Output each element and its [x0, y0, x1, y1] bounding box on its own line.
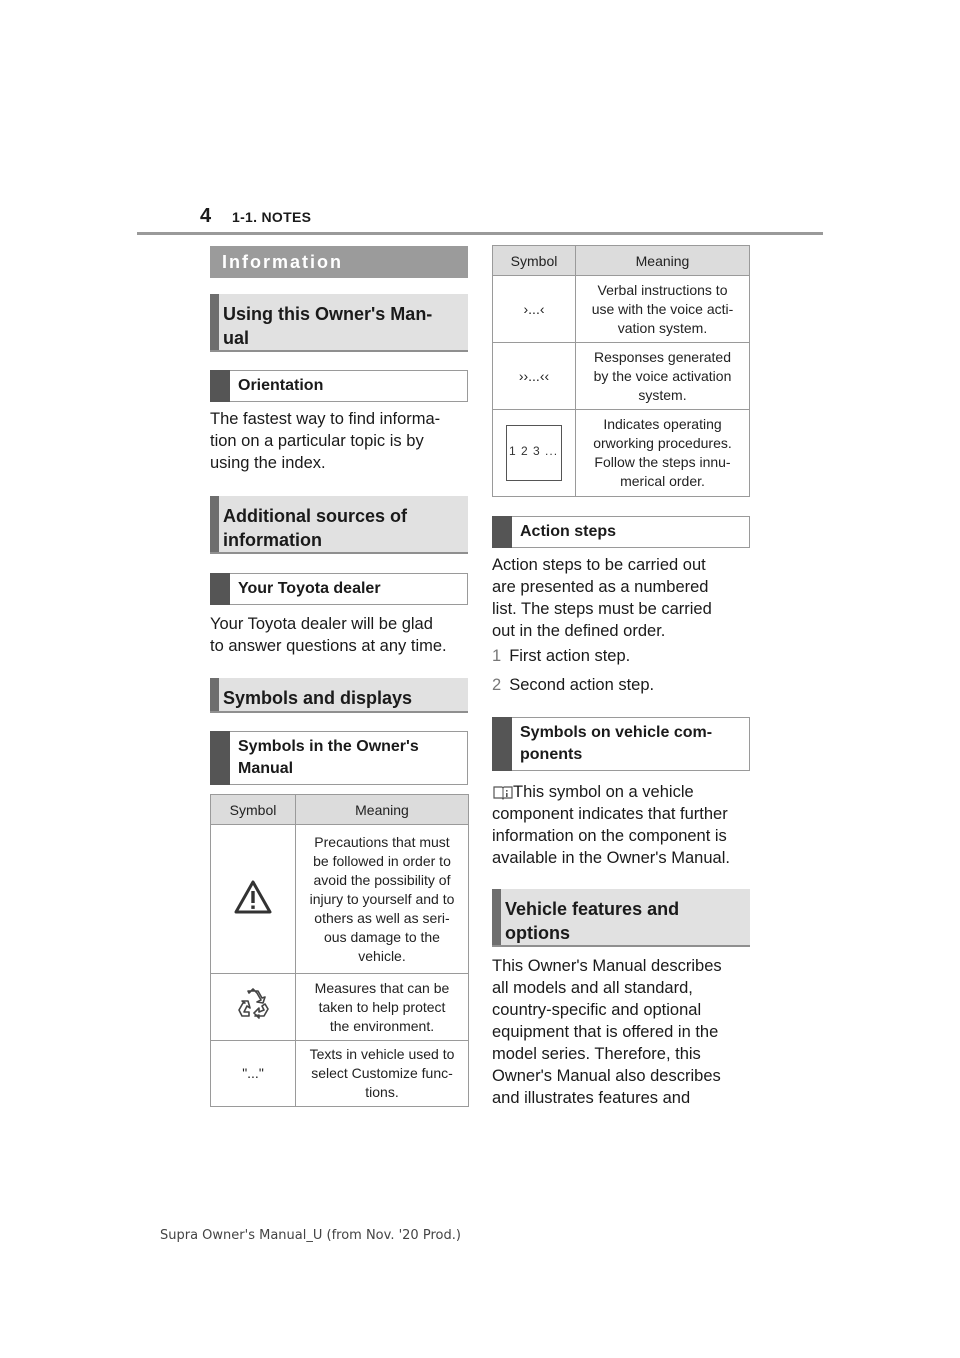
subheading-marker — [492, 516, 512, 548]
meaning-cell: Verbal instructions to use with the voice acti- vation system. — [576, 276, 750, 343]
orientation-heading-text: Orientation — [238, 377, 324, 394]
subheading-marker — [210, 573, 230, 605]
footer-text: Supra Owner's Manual_U (from Nov. '20 Prod.) — [160, 1228, 461, 1243]
meaning-cell: Responses generated by the voice activation system. — [576, 343, 750, 410]
symbols-table-right — [492, 245, 750, 497]
recycle-icon — [235, 1010, 271, 1026]
heading-marker — [210, 294, 219, 350]
orientation-heading — [210, 370, 468, 402]
action-steps-text: Action steps to be carried out are presented as a numbered list. The steps must be carried out in the defined order. — [492, 556, 712, 640]
using-manual-heading-text: Using this Owner's Man- ual — [223, 304, 433, 348]
table-row — [211, 1041, 469, 1107]
toyota-dealer-heading-text: Your Toyota dealer — [238, 580, 381, 597]
page-number: 4 — [200, 205, 212, 227]
symbol-cell: ›...‹ — [493, 276, 576, 343]
header-rule — [137, 232, 823, 235]
table-row — [211, 825, 469, 974]
step-text: First action step. — [509, 647, 631, 665]
vehicle-features-heading-text: Vehicle features and options — [505, 899, 680, 943]
vehicle-symbols-heading — [492, 717, 750, 771]
table-row — [493, 410, 750, 497]
using-manual-heading — [210, 294, 468, 352]
meaning-cell: Texts in vehicle used to select Customize func- tions. — [296, 1041, 469, 1107]
additional-sources-heading-text: Additional sources of information — [223, 506, 408, 550]
heading-marker — [210, 496, 219, 552]
subheading-marker — [210, 731, 230, 785]
information-heading-text: Information — [222, 251, 343, 272]
col-symbol-header: Symbol — [493, 246, 576, 276]
symbol-cell — [211, 825, 296, 974]
numbered-steps-label: 1 2 3 ... — [509, 444, 559, 458]
heading-marker — [492, 889, 501, 945]
vehicle-features-heading — [492, 889, 750, 947]
subheading-marker — [210, 370, 230, 402]
vehicle-symbols-text: This symbol on a vehicle component indicates that further information on the component is available in the Owner's Manual. — [492, 783, 730, 867]
symbols-manual-heading — [210, 731, 468, 785]
meaning-cell: Indicates operating orworking procedures. Follow the steps innu- merical order. — [576, 410, 750, 497]
symbols-table-left — [210, 794, 469, 1107]
subheading-marker — [492, 717, 512, 771]
additional-sources-heading — [210, 496, 468, 554]
action-steps-heading — [492, 516, 750, 548]
step-text: Second action step. — [509, 676, 655, 694]
symbol-cell: "..." — [211, 1041, 296, 1107]
vehicle-symbols-heading-text: Symbols on vehicle com- ponents — [520, 724, 713, 763]
symbols-manual-heading-text: Symbols in the Owner's Manual — [238, 738, 419, 777]
symbol-cell — [211, 974, 296, 1041]
action-steps-heading-text: Action steps — [520, 523, 617, 540]
symbols-displays-heading — [210, 678, 468, 713]
warning-triangle-icon — [234, 901, 272, 917]
heading-marker — [210, 678, 219, 711]
table-row — [493, 276, 750, 343]
table-row — [211, 974, 469, 1041]
table-header-row — [493, 246, 750, 276]
action-step-2 — [492, 674, 654, 696]
col-meaning-header: Meaning — [576, 246, 750, 276]
toyota-dealer-text: Your Toyota dealer will be glad to answer questions at any time. — [210, 615, 447, 655]
orientation-text: The fastest way to find informa- tion on a particular topic is by using the index. — [210, 410, 441, 472]
action-step-1 — [492, 645, 630, 667]
numbered-steps-icon — [506, 425, 562, 481]
vehicle-features-text: This Owner's Manual describes all models and all standard, country-specific and optional equipment that is offered in the model series. Therefore, this Owner's Manual also describes and illustrates features and — [492, 957, 722, 1107]
symbol-cell — [493, 410, 576, 497]
table-row — [493, 343, 750, 410]
meaning-cell: Precautions that must be followed in order to avoid the possibility of injury to yourself and to others as well as seri- ous damage to the vehicle. — [296, 825, 469, 974]
section-title: 1-1. NOTES — [232, 209, 312, 225]
meaning-cell: Measures that can be taken to help protect the environment. — [296, 974, 469, 1041]
toyota-dealer-heading — [210, 573, 468, 605]
symbol-cell: ››...‹‹ — [493, 343, 576, 410]
table-header-row — [211, 795, 469, 825]
col-meaning-header: Meaning — [296, 795, 469, 825]
information-heading — [210, 246, 468, 278]
step-number: 2 — [492, 676, 502, 694]
step-number: 1 — [492, 647, 502, 665]
symbols-displays-heading-text: Symbols and displays — [223, 688, 413, 708]
col-symbol-header: Symbol — [211, 795, 296, 825]
